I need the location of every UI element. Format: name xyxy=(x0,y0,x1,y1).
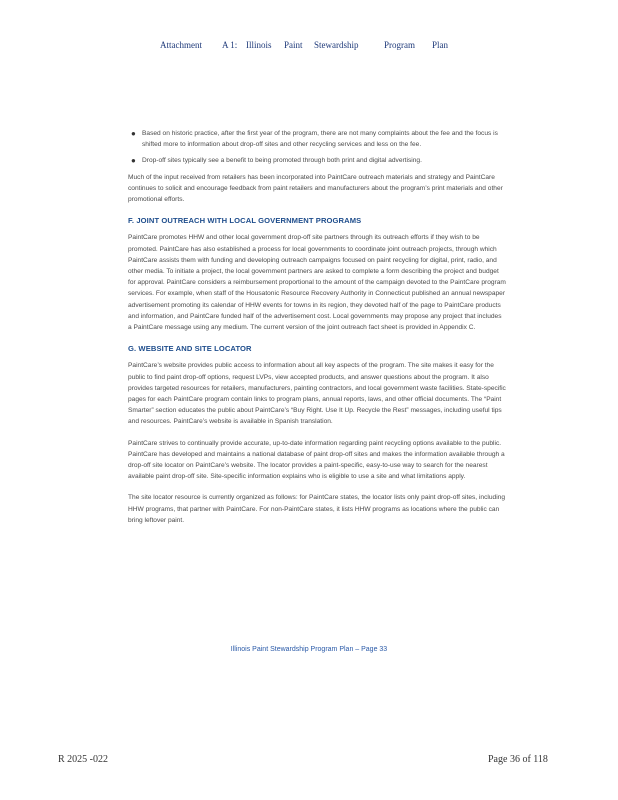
page-footer: Illinois Paint Stewardship Program Plan – Page 33 xyxy=(230,646,388,653)
attachment-header-word: Attachment xyxy=(160,40,202,50)
attachment-header-word: Illinois xyxy=(246,40,272,50)
attachment-header-word: Program xyxy=(384,40,415,50)
attachment-header xyxy=(0,40,618,52)
bullet-icon: ● xyxy=(131,129,136,138)
attachment-header-word: Paint xyxy=(284,40,303,50)
section-g-paragraph-3: The site locator resource is currently organized as follows: for PaintCare states, the locator lists only paint drop-off sites, including HHW programs, that partner with PaintCare. For non-PaintCare states, it lists HHW programs as locations where the public can bring leftover paint. xyxy=(128,494,505,524)
attachment-header-word: A 1: xyxy=(222,40,238,50)
intro-paragraph: Much of the input received from retailers has been incorporated into PaintCare outreach materials and strategy and PaintCare continues to solicit and encourage feedback from paint retailers and manufacturers about the program’s print materials and other promotional efforts. xyxy=(128,173,503,204)
section-heading-g: G. WEBSITE AND SITE LOCATOR xyxy=(128,344,252,354)
attachment-header-word: Stewardship xyxy=(314,40,359,50)
page-content xyxy=(128,128,506,536)
page-number: Page 36 of 118 xyxy=(488,754,548,765)
attachment-header-word: Plan xyxy=(432,40,449,50)
section-g-paragraph-1: PaintCare’s website provides public access to information about all key aspects of the program. The site makes it easy for the public to find paint drop-off options, request LVPs, view accepted products, and answer questions about the program. It also provides targeted resources for retailers, manufacturers, painting contractors, and local government waste facilities. State-specific pages for each PaintCare program contain links to program plans, annual reports, laws, and other official documents. The “Paint Smarter” section educates the public about PaintCare’s “Buy Right. Use It Up. Recycle the Rest” messages, including useful tips and resources. PaintCare’s website is available in Spanish translation. xyxy=(128,362,506,426)
bullet-list xyxy=(128,128,506,167)
document-reference: R 2025 -022 xyxy=(58,754,108,765)
bullet-icon: ● xyxy=(131,156,136,166)
list-item-text: Drop-off sites typically see a benefit to being promoted through both print and digital advertising. xyxy=(142,157,422,165)
section-heading-f: F. JOINT OUTREACH WITH LOCAL GOVERNMENT PROGRAMS xyxy=(128,216,362,226)
section-f-paragraph: PaintCare promotes HHW and other local government drop-off site partners through its outreach efforts if they wish to be promoted. PaintCare has also established a process for local governments to coordinate joint outreach projects, through which PaintCare assists them with funding and developing outreach campaigns focused on paint recycling for digital, print, radio, and other media. To initiate a project, the local government partners are asked to complete a form describing the project and budget for approval. PaintCare considers a reimbursement proportional to the amount of the campaign devoted to the PaintCare program services. For example, when staff of the Housatonic Resource Recovery Authority in Connecticut published an annual newspaper advertisement promoting its calendar of HHW events for towns in its region, they devoted half of the page to PaintCare products and information, and PaintCare funded half of the advertisement cost. Local governments may propose any project that includes a PaintCare message using any medium. The current version of the joint outreach fact sheet is provided in Appendix C. xyxy=(128,234,506,332)
list-item-text: Based on historic practice, after the first year of the program, there are not many complaints about the fee and the focus is shifted more to information about drop-off sites and other recycling services and less on the fee. xyxy=(142,130,498,149)
list-item xyxy=(131,128,506,150)
list-item xyxy=(131,155,506,166)
section-g-paragraph-2: PaintCare strives to continually provide accurate, up-to-date information regarding paint recycling options available to the public. PaintCare has developed and maintains a national database of paint drop-off sites and makes the information available through a drop-off site locator on PaintCare’s website. The locator provides a paint-specific, easy-to-use way to search for the nearest available paint drop-off site. Site-specific information explains who is eligible to use a site and what limitations apply. xyxy=(128,439,505,481)
